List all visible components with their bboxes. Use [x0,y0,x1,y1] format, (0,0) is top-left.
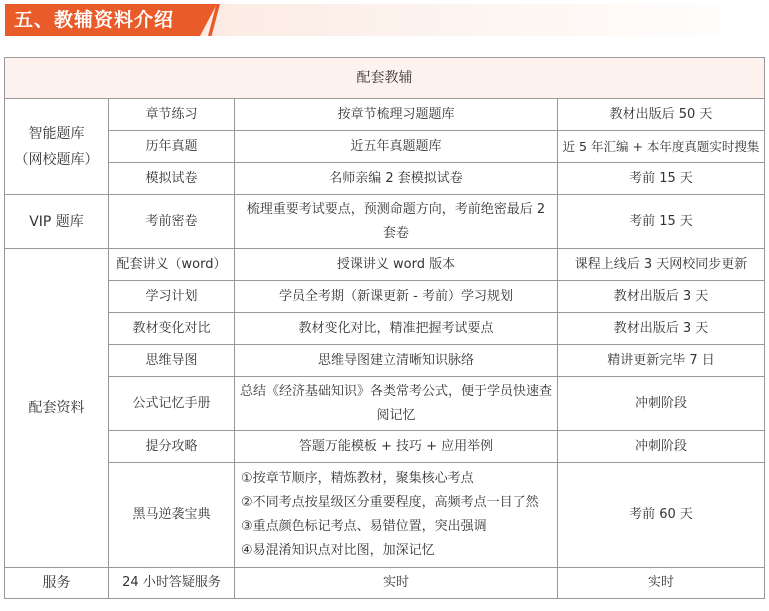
item-content: 按章节梳理习题题库 [235,99,558,131]
table-row [5,568,765,599]
item-name: 模拟试卷 [109,163,235,195]
table-row [5,163,765,195]
item-content: 实时 [235,568,558,599]
item-name: 配套讲义（word） [109,249,235,281]
group-label-line: （网校题库） [14,151,99,168]
item-content: 名师亲编 2 套模拟试卷 [235,163,558,195]
item-time: 冲刺阶段 [558,377,765,431]
list-item: ①按章节顺序，精炼教材，聚集核心考点 [241,471,474,486]
table-row [5,249,765,281]
item-name: 学习计划 [109,281,235,313]
item-time: 教材出版后 3 天 [558,313,765,345]
list-item: ④易混淆知识点对比图，加深记忆 [241,543,435,558]
group-label-service: 服务 [5,568,109,599]
item-content: 思维导图建立清晰知识脉络 [235,345,558,377]
group-label-smart-bank [5,99,109,195]
table-row [5,463,765,568]
list-item: ②不同考点按星级区分重要程度，高频考点一目了然 [241,495,539,510]
section-header [0,0,769,40]
group-label-line: 智能题库 [28,125,85,142]
table-heading: 配套教辅 [5,58,765,99]
item-name: 考前密卷 [109,195,235,249]
section-title: 五、教辅资料介绍 [14,9,175,31]
item-time: 考前 15 天 [558,163,765,195]
item-content: 学员全考期（新课更新 - 考前）学习规划 [235,281,558,313]
materials-table [4,57,765,599]
item-name: 公式记忆手册 [109,377,235,431]
item-name: 24 小时答疑服务 [109,568,235,599]
table-row [5,99,765,131]
item-content: 教材变化对比，精准把握考试要点 [235,313,558,345]
table-row [5,313,765,345]
item-time: 精讲更新完毕 7 日 [558,345,765,377]
table-row [5,131,765,163]
item-time: 教材出版后 50 天 [558,99,765,131]
item-time: 冲刺阶段 [558,431,765,463]
item-content-list [235,463,558,568]
item-time: 近 5 年汇编 + 本年度真题实时搜集 [558,131,765,163]
item-name: 提分攻略 [109,431,235,463]
table-row [5,281,765,313]
item-content: 授课讲义 word 版本 [235,249,558,281]
table-row [5,431,765,463]
item-time: 教材出版后 3 天 [558,281,765,313]
item-content: 总结《经济基础知识》各类常考公式，便于学员快速查阅记忆 [235,377,558,431]
item-name: 黑马逆袭宝典 [109,463,235,568]
item-time: 考前 60 天 [558,463,765,568]
item-content: 近五年真题题库 [235,131,558,163]
item-time: 考前 15 天 [558,195,765,249]
table-row [5,377,765,431]
table-row [5,345,765,377]
item-content: 梳理重要考试要点，预测命题方向，考前绝密最后 2 套卷 [235,195,558,249]
item-name: 历年真题 [109,131,235,163]
item-name: 章节练习 [109,99,235,131]
item-content: 答题万能模板 + 技巧 + 应用举例 [235,431,558,463]
item-name: 思维导图 [109,345,235,377]
item-time: 课程上线后 3 天网校同步更新 [558,249,765,281]
item-name: 教材变化对比 [109,313,235,345]
group-label-materials: 配套资料 [5,249,109,568]
list-item: ③重点颜色标记考点、易错位置，突出强调 [241,519,487,534]
item-time: 实时 [558,568,765,599]
group-label-vip-bank: VIP 题库 [5,195,109,249]
table-row [5,195,765,249]
